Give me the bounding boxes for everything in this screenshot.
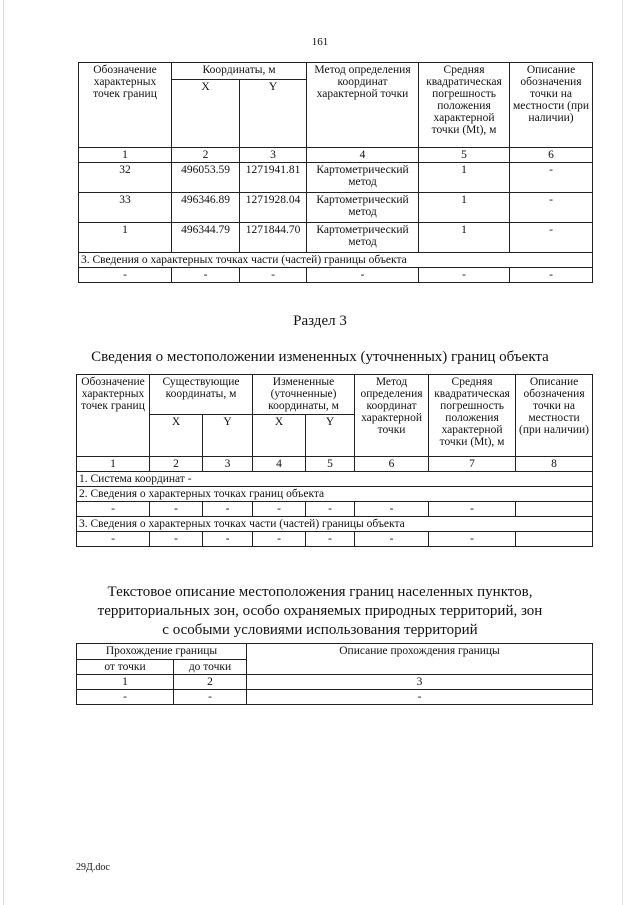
header-y: Y [203,415,253,457]
dash-cell: - [79,268,172,283]
table-row [79,193,593,223]
dash-cell: - [203,502,253,517]
header-existing-coords: Существующие координаты, м [150,375,253,415]
col-number: 5 [419,148,510,163]
dash-cell: - [174,690,247,705]
header-method: Метод определения координат характерной точки [307,63,419,148]
point-id: 33 [79,193,172,223]
header-designation: Обозначение характерных точек границ [79,63,172,148]
section-subtitle: Сведения о местоположении измененных (уточненных) границ объекта [91,349,549,365]
header-changed-coords: Измененные (уточненные) координаты, м [253,375,355,415]
mt-value: 1 [419,163,510,193]
header-x: X [253,415,306,457]
points-table [78,62,593,283]
dash-cell: - [172,268,240,283]
col-number: 1 [77,675,174,690]
header-passage-description: Описание прохождения границы [247,644,593,675]
point-id: 32 [79,163,172,193]
coordinate-system-label: 1. Система координат - [77,472,593,487]
dash-cell: - [429,502,516,517]
section-title: Раздел 3 [293,313,347,329]
col-number: 5 [306,457,355,472]
dash-cell: - [306,502,355,517]
coord-y: 1271928.04 [240,193,307,223]
header-coordinates: Координаты, м [172,63,307,80]
parts-section-label: 3. Сведения о характерных точках части (частей) границы объекта [77,517,593,532]
point-description: - [510,193,593,223]
dash-cell: - [419,268,510,283]
header-description: Описание обозначения точки на местности (при наличии) [510,63,593,148]
col-number: 3 [247,675,593,690]
table-row [79,268,593,283]
heading-line: территориальных зон, особо охраняемых природных территорий, зон [97,603,543,619]
heading-line: Текстовое описание местоположения границ населенных пунктов, [107,584,533,600]
point-description: - [510,163,593,193]
col-number: 6 [510,148,593,163]
header-x: X [150,415,203,457]
method: Картометрический метод [307,193,419,223]
dash-cell: - [77,690,174,705]
dash-cell: - [203,532,253,547]
dash-cell [516,532,593,547]
table-row [77,502,593,517]
header-designation: Обозначение характерных точек границ [77,375,150,457]
page-edge-right [622,0,623,905]
header-y: Y [240,80,307,148]
header-accuracy: Средняя квадратическая погрешность положения характерной точки (Mt), м [419,63,510,148]
dash-cell: - [77,532,150,547]
dash-cell: - [247,690,593,705]
changed-borders-table [76,374,593,547]
col-number: 3 [203,457,253,472]
header-from-point: от точки [77,660,174,675]
dash-cell: - [77,502,150,517]
coord-x: 496344.79 [172,223,240,253]
col-number: 3 [240,148,307,163]
page-edge-left [3,0,4,905]
parts-section-label: 3. Сведения о характерных точках части (частей) границы объекта [79,253,593,268]
col-number: 1 [77,457,150,472]
point-description: - [510,223,593,253]
col-number: 6 [355,457,429,472]
dash-cell: - [150,532,203,547]
file-name-footer: 29Д.doc [76,862,110,873]
dash-cell: - [510,268,593,283]
dash-cell: - [306,532,355,547]
method: Картометрический метод [307,163,419,193]
mt-value: 1 [419,223,510,253]
header-accuracy: Средняя квадратическая погрешность положения характерной точки (Mt), м [429,375,516,457]
dash-cell: - [253,532,306,547]
header-passage: Прохождение границы [77,644,247,660]
dash-cell: - [355,502,429,517]
header-x: X [172,80,240,148]
col-number: 2 [172,148,240,163]
method: Картометрический метод [307,223,419,253]
col-number: 1 [79,148,172,163]
col-number: 4 [307,148,419,163]
heading-line: с особыми условиями использования территорий [162,622,478,638]
page-number: 161 [311,36,329,48]
col-number: 8 [516,457,593,472]
coord-y: 1271941.81 [240,163,307,193]
coord-x: 496346.89 [172,193,240,223]
header-to-point: до точки [174,660,247,675]
col-number: 4 [253,457,306,472]
text-description-heading [0,583,640,640]
coord-y: 1271844.70 [240,223,307,253]
header-method: Метод определения координат характерной точки [355,375,429,457]
table-row [79,223,593,253]
dash-cell: - [150,502,203,517]
dash-cell: - [355,532,429,547]
point-id: 1 [79,223,172,253]
table-row [77,532,593,547]
dash-cell: - [429,532,516,547]
mt-value: 1 [419,193,510,223]
dash-cell: - [307,268,419,283]
table-row [77,690,593,705]
col-number: 7 [429,457,516,472]
col-number: 2 [174,675,247,690]
header-description: Описание обозначения точки на местности (при наличии) [516,375,593,457]
dash-cell [516,502,593,517]
header-y: Y [306,415,355,457]
dash-cell: - [240,268,307,283]
coord-x: 496053.59 [172,163,240,193]
table-row [79,163,593,193]
col-number: 2 [150,457,203,472]
points-section-label: 2. Сведения о характерных точках границ объекта [77,487,593,502]
dash-cell: - [253,502,306,517]
border-passage-table [76,643,593,705]
